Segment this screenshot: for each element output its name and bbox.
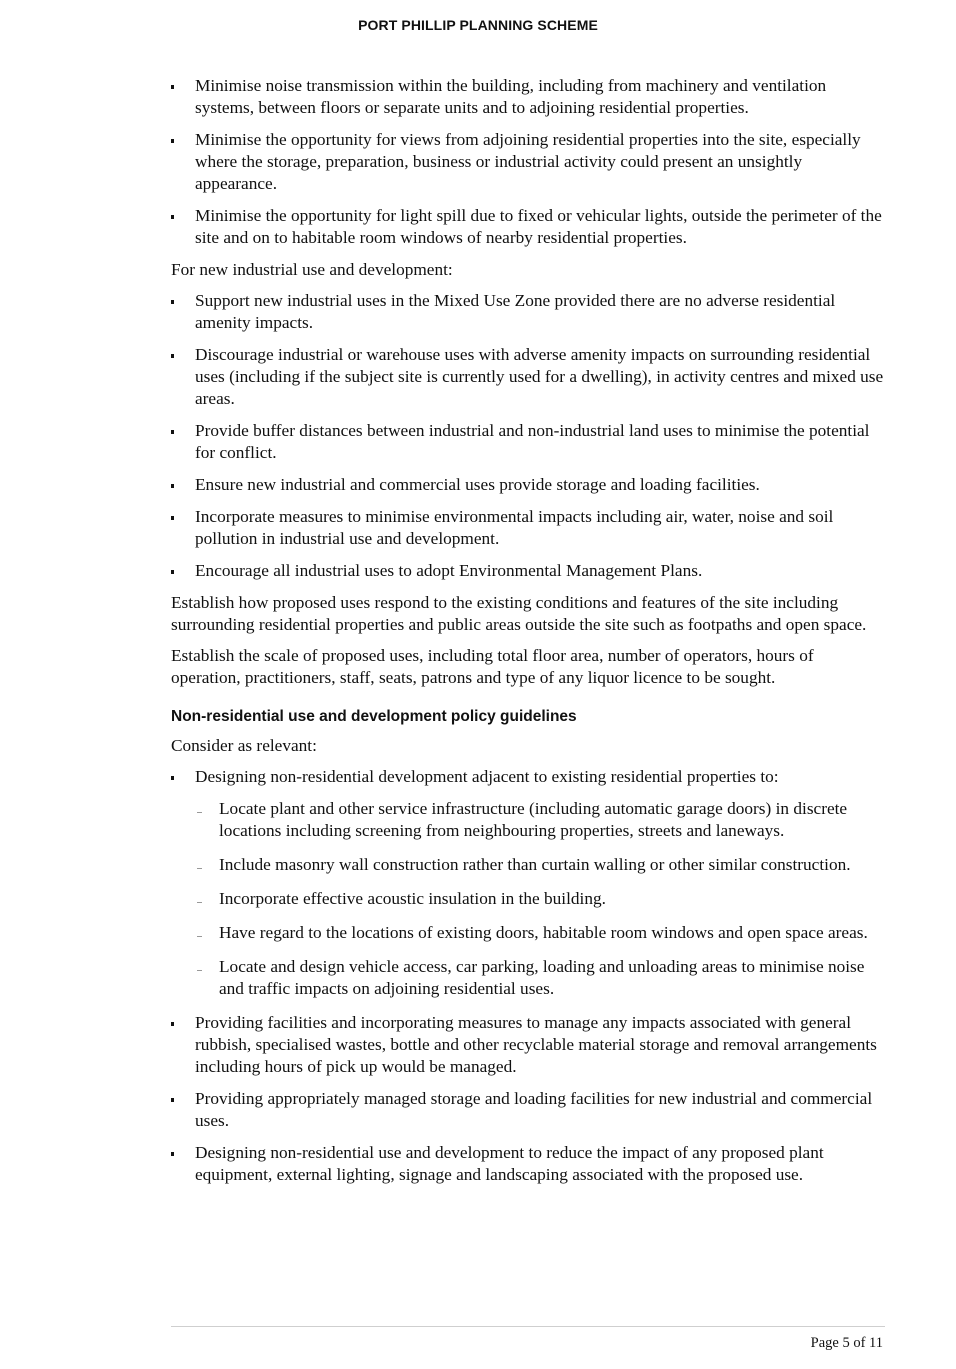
industrial-intro: For new industrial use and development: <box>171 260 453 279</box>
page-number: Page 5 of 11 <box>810 1335 883 1351</box>
list-item: Providing appropriately managed storage and loading facilities for new industrial and commercial uses. <box>171 1088 885 1132</box>
paragraph: Establish the scale of proposed uses, including total floor area, number of operators, hours of operation, practitioners, staff, seats, patrons and type of any liquor licence to be sought. <box>171 646 814 687</box>
list-item: Providing facilities and incorporating measures to manage any impacts associated with general rubbish, specialised wastes, bottle and other recyclable material storage and removal arrangements including hours of pick up would be managed. <box>171 1012 885 1078</box>
section-heading: Non-residential use and development policy guidelines <box>171 708 577 725</box>
list-item: Discourage industrial or warehouse uses with adverse amenity impacts on surrounding residential uses (including if the subject site is currently used for a dwelling), in activity centres and mixed use areas. <box>171 344 885 410</box>
list-item <box>171 766 885 1000</box>
list-item: Incorporate measures to minimise environmental impacts including air, water, noise and soil pollution in industrial use and development. <box>171 506 885 550</box>
list-item-text: Designing non-residential development adjacent to existing residential properties to: <box>195 767 779 786</box>
sub-list-item: Have regard to the locations of existing doors, habitable room windows and open space areas. <box>195 922 885 944</box>
list-item: Minimise noise transmission within the building, including from machinery and ventilation systems, between floors or separate units and to adjoining residential properties. <box>171 75 885 119</box>
list-item: Minimise the opportunity for light spill due to fixed or vehicular lights, outside the perimeter of the site and on to habitable room windows of nearby residential properties. <box>171 205 885 249</box>
page-header: PORT PHILLIP PLANNING SCHEME <box>358 17 598 33</box>
industrial-bullet-list <box>171 290 885 582</box>
list-item: Ensure new industrial and commercial uses provide storage and loading facilities. <box>171 474 885 496</box>
document-body <box>171 75 885 1196</box>
amenity-bullet-list <box>171 75 885 249</box>
sub-list-item: Incorporate effective acoustic insulation in the building. <box>195 888 885 910</box>
list-item: Designing non-residential use and development to reduce the impact of any proposed plant equipment, external lighting, signage and landscaping associated with the proposed use. <box>171 1142 885 1186</box>
sub-list-item: Locate plant and other service infrastructure (including automatic garage doors) in discrete locations including screening from neighbouring properties, streets and laneways. <box>195 798 885 842</box>
sub-list-item: Include masonry wall construction rather than curtain walling or other similar construction. <box>195 854 885 876</box>
footer-divider <box>171 1326 885 1327</box>
paragraph: Establish how proposed uses respond to the existing conditions and features of the site including surrounding residential properties and public areas outside the site such as footpaths and open space. <box>171 593 867 634</box>
sub-list <box>195 798 885 1000</box>
list-item: Minimise the opportunity for views from adjoining residential properties into the site, especially where the storage, preparation, business or industrial activity could present an unsightly appearance. <box>171 129 885 195</box>
guidelines-intro: Consider as relevant: <box>171 736 317 755</box>
list-item: Provide buffer distances between industrial and non-industrial land uses to minimise the potential for conflict. <box>171 420 885 464</box>
list-item: Support new industrial uses in the Mixed Use Zone provided there are no adverse residential amenity impacts. <box>171 290 885 334</box>
list-item: Encourage all industrial uses to adopt Environmental Management Plans. <box>171 560 885 582</box>
guidelines-bullet-list <box>171 766 885 1186</box>
sub-list-item: Locate and design vehicle access, car parking, loading and unloading areas to minimise noise and traffic impacts on adjoining residential uses. <box>195 956 885 1000</box>
